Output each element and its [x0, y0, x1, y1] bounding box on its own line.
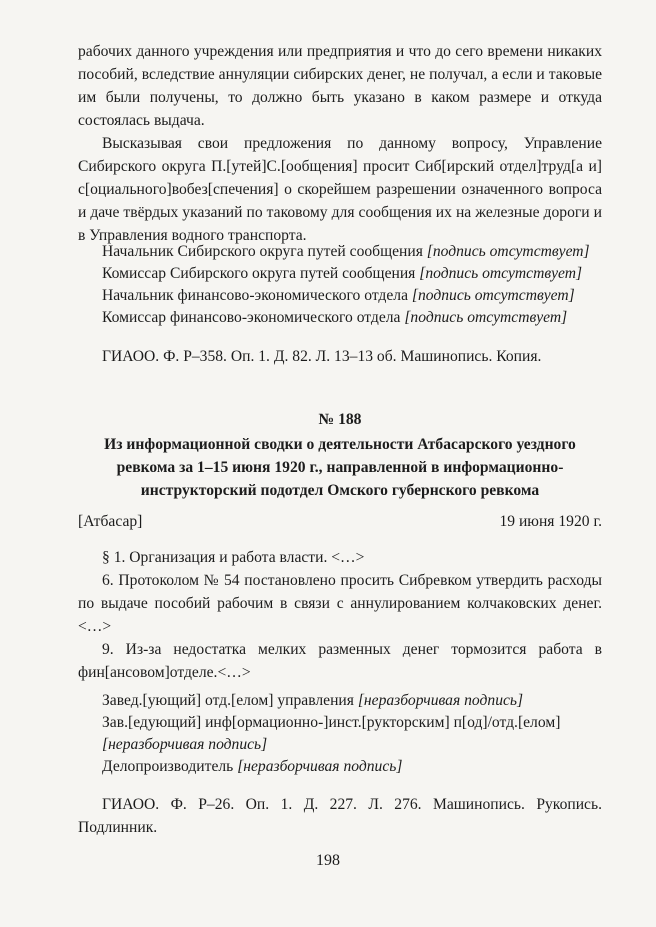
- items-block: [78, 546, 602, 684]
- signature-line: Комиссар финансово-экономического отдела [подпись отсутствует]: [102, 309, 568, 326]
- signatures-block-2: [78, 690, 602, 778]
- signature-line: Зав.[едующий] инф[ормационно-]инст.[рукторским] п[од]/отд.[елом]: [102, 714, 561, 731]
- item-6: 6. Протоколом № 54 постановлено просить Сибревком утвердить расходы по выдаче пособий рабочим в связи с аннулированием колчаковских денег. <…>: [78, 572, 602, 635]
- signature-line: Делопроизводитель [неразборчивая подпись]: [102, 758, 403, 775]
- signature-line: Завед.[ующий] отд.[елом] управления [неразборчивая подпись]: [102, 692, 524, 709]
- signatures-block-1: [78, 241, 602, 329]
- document-heading: [78, 408, 602, 502]
- signature-line: Комиссар Сибирского округа путей сообщения [подпись отсутствует]: [102, 265, 583, 282]
- paragraph-2: Высказывая свои предложения по данному вопросу, Управление Сибирского округа П.[утей]С.[ообщения] просит Сиб[ирский отдел]труд[а и] с[оциального]вобез[спечения] о скорейшем разрешении означенного вопроса и даче твёрдых указаний по таковому для сообщения их на железные дороги и в Управления водного транспорта.: [78, 135, 602, 244]
- continuation-block: [78, 40, 602, 247]
- place: [Атбасар]: [78, 513, 143, 530]
- signature-line: Начальник Сибирского округа путей сообщения [подпись отсутствует]: [102, 243, 590, 260]
- document-number: № 188: [318, 411, 362, 428]
- date: 19 июня 1920 г.: [499, 513, 602, 530]
- item-1: § 1. Организация и работа власти. <…>: [102, 549, 365, 566]
- paragraph-1: рабочих данного учреждения или предприятия и что до сего времени никаких пособий, вследствие аннуляции сибирских денег, не получал, а если и таковые им были получены, то должно быть указано в каком размере и откуда состоялась выдача.: [78, 43, 602, 129]
- source-citation-1: ГИАОО. Ф. Р–358. Оп. 1. Д. 82. Л. 13–13 об. Машинопись. Копия.: [102, 348, 542, 365]
- document-title: Из информационной сводки о деятельности Атбасарского уездного ревкома за 1–15 июня 1920 г., направленной в информационно-инструкторский подотдел Омского губернского ревкома: [104, 436, 576, 499]
- source-citation-2: ГИАОО. Ф. Р–26. Оп. 1. Д. 227. Л. 276. Машинопись. Рукопись. Подлинник.: [78, 796, 602, 836]
- signature-line: Начальник финансово-экономического отдела [подпись отсутствует]: [102, 287, 575, 304]
- signature-line-continued: [неразборчивая подпись]: [102, 736, 268, 753]
- place-date-row: [78, 510, 602, 533]
- item-9: 9. Из-за недостатка мелких разменных денег тормозится работа в фин[ансовом]отделе.<…>: [78, 641, 602, 681]
- page-number: 198: [316, 852, 340, 869]
